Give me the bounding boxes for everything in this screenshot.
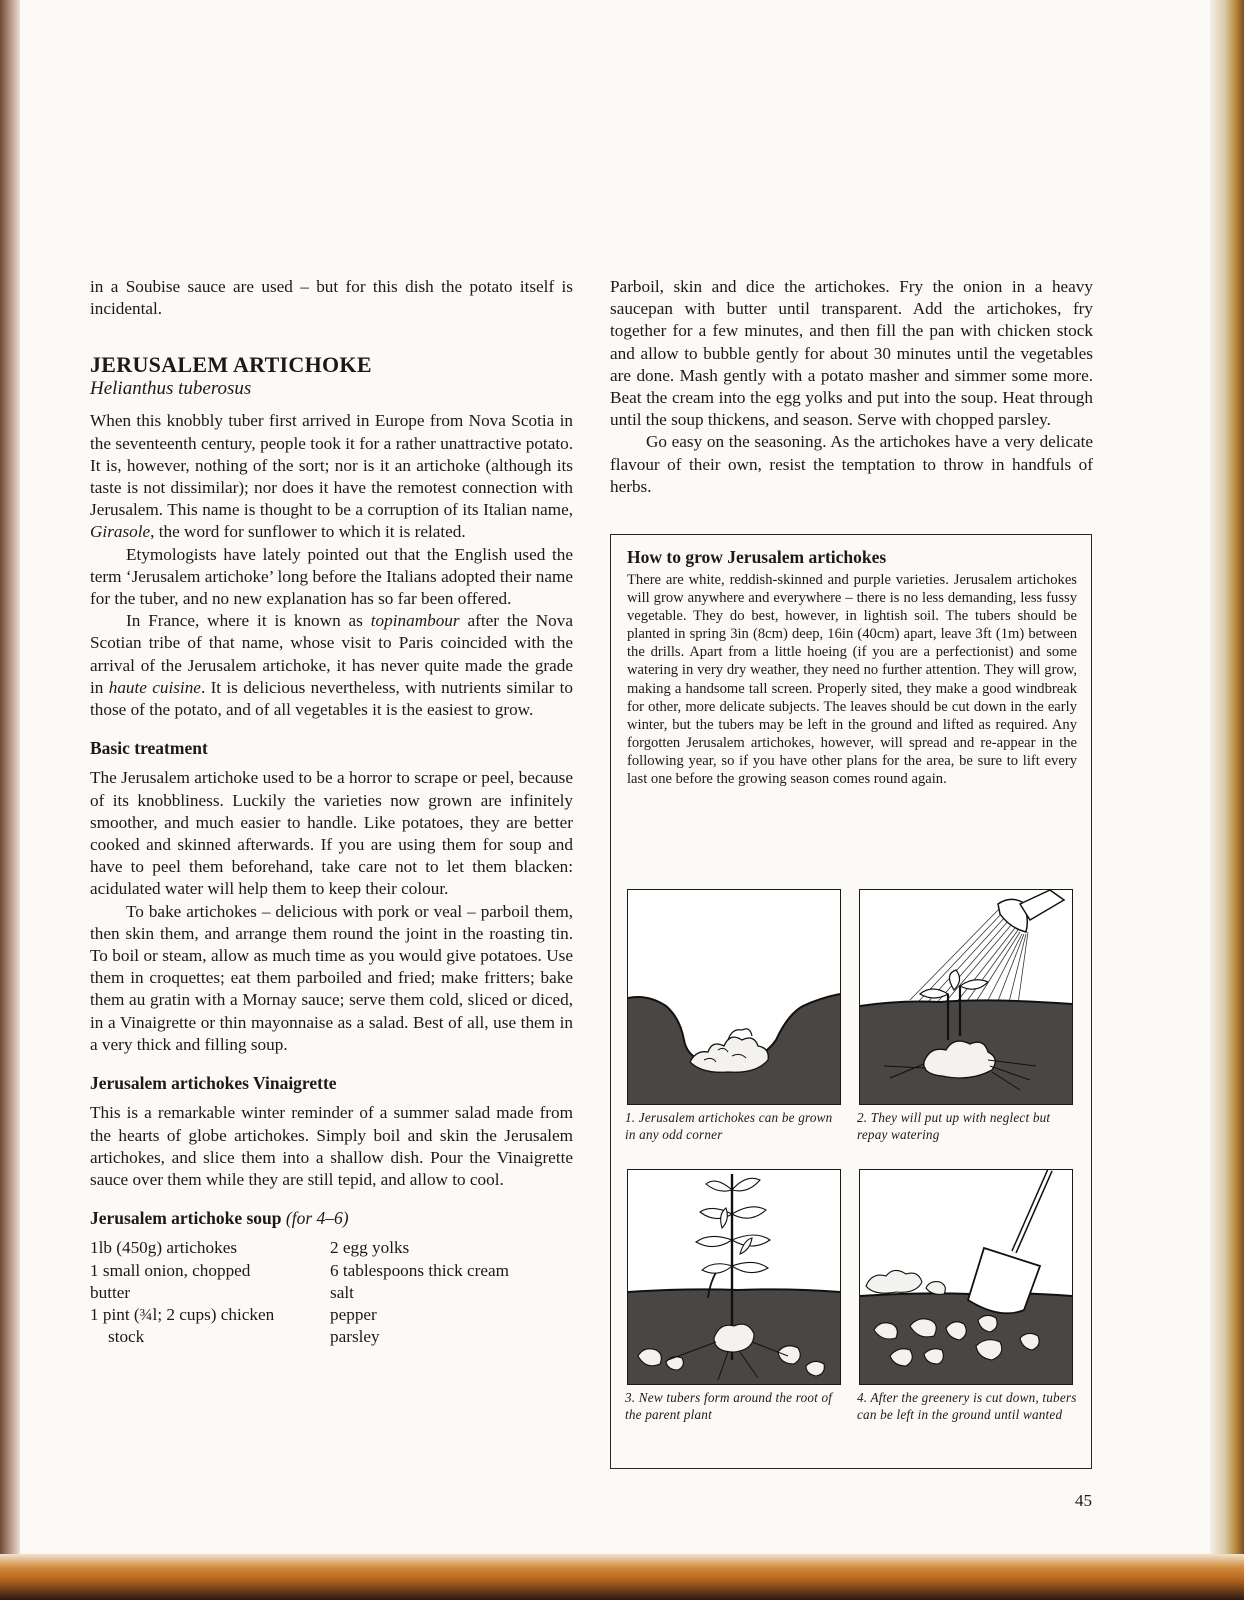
harvest-drawing (860, 1170, 1072, 1384)
page-number: 45 (1075, 1491, 1092, 1510)
ingredient-item: 1 pint (¾l; 2 cups) chicken (90, 1304, 275, 1324)
ingredient-item: pepper (330, 1304, 377, 1324)
caption-3: 3. New tubers form around the root of the parent plant (625, 1390, 833, 1422)
intro-paragraph: in a Soubise sauce are used – but for this dish the potato itself is incidental. (90, 277, 573, 319)
illustration-4-harvest (859, 1169, 1073, 1385)
seasoning-paragraph: Go easy on the seasoning. As the artichokes have a very delicate flavour of their own, resist the temptation to throw in handfuls of herbs. (610, 432, 1093, 496)
how-to-grow-box (610, 534, 1092, 1469)
illustration-2-watering (859, 889, 1073, 1105)
ingredient-item: butter (90, 1282, 131, 1302)
vinaigrette-heading: Jerusalem artichokes Vinaigrette (90, 1073, 337, 1094)
history-paragraph: When this knobbly tuber first arrived in Europe from Nova Scotia in the seventeenth century, people took it for a rather unattractive potato. It is, however, nothing of the sort; nor is it an artichoke (although its taste is not dissimilar); nor does it have the remotest connection with Jerusalem. This name is thought to be a corruption of its Italian name, Girasole, the word for sunflower to which it is related. (90, 411, 573, 542)
new-tubers-drawing (628, 1170, 840, 1384)
soup-method-paragraph: Parboil, skin and dice the artichokes. Fry the onion in a heavy saucepan with butter until transparent. Add the artichokes, fry together for a few minutes, and then fill the pan with chicken stock and allow to bubble gently for about 30 minutes until the vegetables are done. Mash gently with a potato masher and simmer some more. Beat the cream into the egg yolks and put into the soup. Heat through until the soup thickens, and season. Serve with chopped parsley. (610, 277, 1093, 430)
ingredient-item: parsley (330, 1327, 380, 1347)
section-heading: JERUSALEM ARTICHOKE (90, 352, 372, 378)
ingredient-column-right (330, 1237, 570, 1348)
ingredient-column-left (90, 1237, 330, 1348)
caption-1: 1. Jerusalem artichokes can be grown in any odd corner (625, 1110, 833, 1142)
basic-treatment-paragraph-1: The Jerusalem artichoke used to be a horror to scrape or peel, because of its knobbliness. Luckily the varieties now grown are infinitely smoother, and much easier to handle. Like potatoes, they are better cooked and skinned afterwards. If you are using them for soup and have to peel them beforehand, take care not to let them blacken: acidulated water will help them to keep their colour. (90, 768, 573, 899)
etymology-paragraph: Etymologists have lately pointed out that the English used the term ‘Jerusalem artichoke’ long before the Italians adopted their name for the tuber, and no new explanation has so far been offered. (90, 544, 573, 609)
basic-treatment-paragraph-2: To bake artichokes – delicious with pork or veal – parboil them, then skin them, and arrange them round the joint in the roasting tin. To boil or steam, allow as much time as you would give potatoes. Use them in croquettes; eat them parboiled and fried; make fritters; bake them au gratin with a Mornay sauce; serve them cold, sliced or diced, in a Vinaigrette or thin mayonnaise as a salad. Best of all, use them in a very thick and filling soup. (90, 901, 573, 1054)
page-edge-bottom (0, 1554, 1244, 1600)
box-title: How to grow Jerusalem artichokes (627, 547, 887, 567)
haute-cuisine-term: haute cuisine (108, 677, 201, 697)
topinambour-term: topinambour (370, 611, 460, 631)
soup-heading: Jerusalem artichoke soup (for 4–6) (90, 1208, 349, 1229)
ingredient-item: 1lb (450g) artichokes (90, 1238, 238, 1258)
page-edge-right (1210, 0, 1244, 1600)
basic-treatment-heading: Basic treatment (90, 738, 208, 759)
france-paragraph: In France, where it is known as topinambour after the Nova Scotian tribe of that name, whose visit to Paris coincided with the arrival of the Jerusalem artichoke, it has never quite made the grade in haute cuisine. It is delicious nevertheless, with nutrients similar to those of the potato, and of all vegetables it is the easiest to grow. (90, 611, 574, 720)
page-edge-left (0, 0, 20, 1600)
ingredient-item: 1 small onion, chopped (90, 1260, 251, 1280)
illustration-3-new-tubers (627, 1169, 841, 1385)
latin-name: Helianthus tuberosus (90, 378, 252, 400)
watering-drawing (860, 890, 1072, 1104)
left-column (90, 276, 573, 1348)
ingredient-item: 2 egg yolks (330, 1238, 410, 1258)
ingredient-item: 6 tablespoons thick cream (330, 1260, 509, 1280)
box-text: There are white, reddish-skinned and purple varieties. Jerusalem artichokes will grow anywhere and everywhere – there is no less demanding, less fussy vegetable. They do best, however, in lightish soil. The tubers should be planted in spring 3in (8cm) deep, 16in (40cm) apart, leave 3ft (1m) between the drills. Apart from a little hoeing (if you are a perfectionist) and some watering in very dry weather, they need no further attention. They will grow, making a handsome tall screen. Properly sited, they make a good windbreak for other, more delicate subjects. The leaves should be cut down in the early winter, but the tubers may be left in the ground and lifted as required. Any forgotten Jerusalem artichokes, however, will spread and re-appear in the following year, so if you have other plans for the area, be sure to lift every last one before the growing season comes round again. (627, 572, 1077, 788)
ingredient-item: salt (330, 1282, 354, 1302)
soup-serves: (for 4–6) (285, 1208, 349, 1229)
caption-4: 4. After the greenery is cut down, tubers can be left in the ground until wanted (857, 1390, 1077, 1422)
illustration-1-planting (627, 889, 841, 1105)
girasole-term: Girasole (90, 522, 151, 542)
vinaigrette-paragraph: This is a remarkable winter reminder of a summer salad made from the hearts of globe artichokes. Simply boil and skin the Jerusalem artichokes, and slice them into a shallow dish. Pour the Vinaigrette sauce over them while they are still tepid, and allow to cool. (90, 1103, 573, 1189)
caption-2: 2. They will put up with neglect but repay watering (857, 1110, 1051, 1142)
right-column (610, 276, 1093, 498)
ingredient-list (90, 1237, 573, 1348)
planting-drawing (628, 890, 840, 1104)
ingredient-item: stock (108, 1327, 145, 1347)
